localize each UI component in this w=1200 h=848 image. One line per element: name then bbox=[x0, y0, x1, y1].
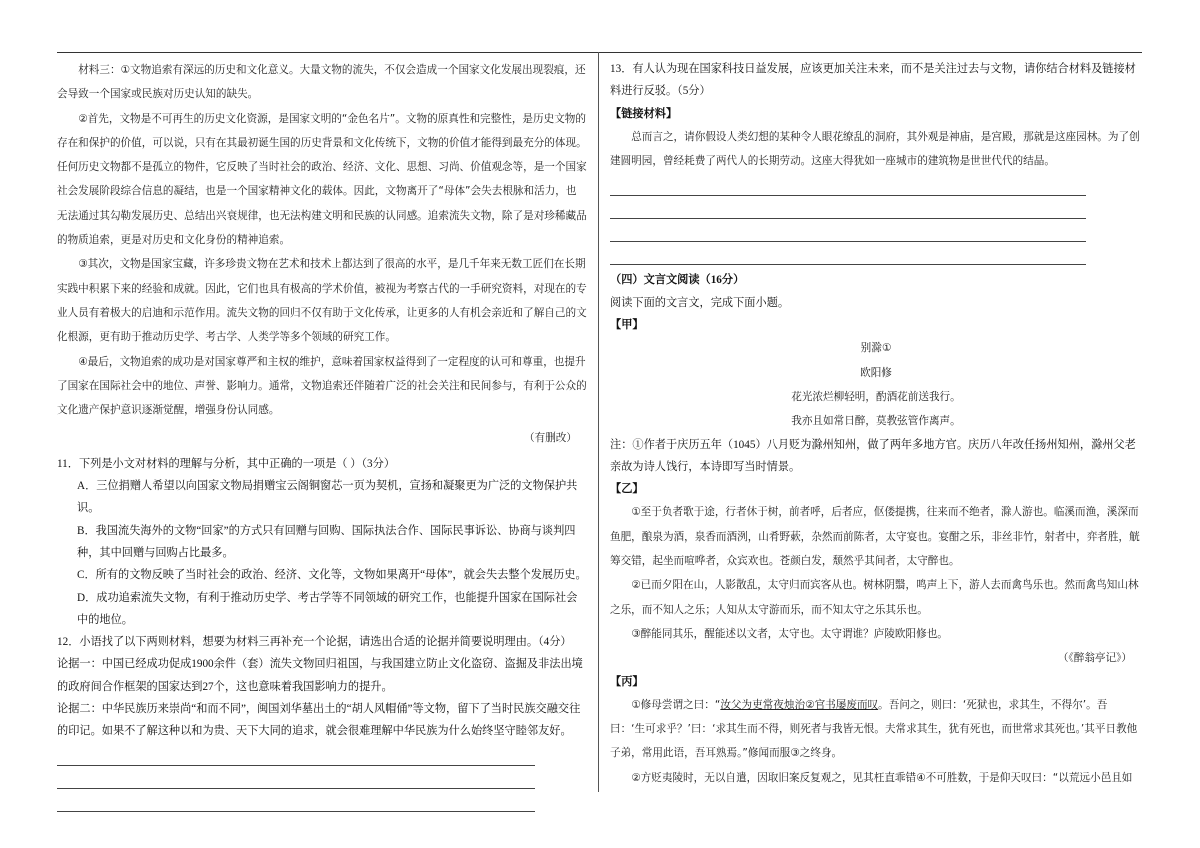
part-jia-label: 【甲】 bbox=[610, 319, 644, 332]
argument-one: 论据一：中国已经成功促成1900余件（套）流失文物回归祖国，与我国建立防止文化盗窃、盗掘及非法出境的政府间合作框架的国家达到27个，这也意味着我国影响力的提升。 bbox=[57, 658, 583, 693]
answer-line[interactable] bbox=[610, 242, 1086, 265]
poem-line: 花光浓烂柳轻明，酌酒花前送我行。 bbox=[791, 390, 961, 403]
right-column bbox=[610, 58, 1142, 790]
part-bing-label-block bbox=[610, 671, 1142, 693]
material-three bbox=[57, 58, 587, 451]
answer-line[interactable] bbox=[610, 173, 1086, 196]
left-column bbox=[57, 58, 587, 812]
option-b: B．我国流失海外的文物“回家”的方式只有回赠与回购、国际执法合作、国际民事诉讼、协商与谈判四种，其中回赠与回购占比最多。 bbox=[77, 524, 576, 559]
part-yi-label: 【乙】 bbox=[610, 483, 644, 496]
part-bing-text bbox=[610, 693, 1142, 790]
poem-line: 我亦且如常日醉，莫教弦管作离声。 bbox=[791, 415, 961, 428]
material-paragraph: 材料三：①文物追索有深远的历史和文化意义。大量文物的流失，不仅会造成一个国家文化发展出现裂痕，还会导致一个国家或民族对历史认知的缺失。 bbox=[57, 64, 586, 101]
question-12: 12．小语找了以下两则材料，想要为材料三再补充一个论据，请选出合适的论据并简要说明理由。（4分） bbox=[57, 636, 572, 649]
material-paragraph: ②首先，文物是不可再生的历史文化资源，是国家文明的“金色名片”。文物的原真性和完整性，是历史文物的存在和保护的价值，可以说，只有在其最初诞生国的历史背景和文化传统下，文物的价值才能得到最充分的体现。任何历史文物都不是孤立的物件，它反映了当时社会的政治、经济、文化、思想、习尚、价值观念等，是一个国家社会发展阶段综合信息的凝结，也是一个国家精神文化的载体。因此，文物离开了“母体”会失去根脉和活力，也无法通过其勾勒发展历史、总结出兴衰规律，也无法构建文明和民族的认同感。追索流失文物，除了是对珍稀藏品的物质追索，更是对历史和文化身份的精神追索。 bbox=[57, 112, 587, 247]
part-yi-text bbox=[610, 500, 1142, 670]
answer-line[interactable] bbox=[610, 196, 1086, 219]
link-material bbox=[610, 125, 1142, 174]
yi-paragraph: ①至于负者歌于途，行者休于树，前者呼，后者应，伛偻提携，往来而不绝者，滁人游也。临溪而渔，溪深而鱼肥，酿泉为酒，泉香而酒洌，山肴野蔌，杂然而前陈者，太守宴也。宴酣之乐，非丝非竹，射者中，弈者胜，觥筹交错，起坐而喧哗者，众宾欢也。苍颜白发，颓然乎其间者，太守醉也。 bbox=[610, 506, 1140, 568]
question-11: 11．下列是小文对材料的理解与分析，其中正确的一项是（ ）（3分） bbox=[57, 457, 396, 470]
link-material-text: 总而言之，请你假设人类幻想的某种令人眼花缭乱的洞府，其外观是神庙，是宫殿，那就是这座园林。为了创建圆明园，曾经耗费了两代人的长期劳动。这座大得犹如一座城市的建筑物是世世代代的结晶。 bbox=[610, 130, 1140, 168]
instruction: 阅读下面的文言文，完成下面小题。 bbox=[610, 296, 790, 309]
poem-note: 注：①作者于庆历五年（1045）八月贬为滁州知州，做了两年多地方官。庆历八年改任扬州知州，滁州父老亲故为诗人饯行，本诗即写当时情景。 bbox=[610, 438, 1136, 473]
option-a: A．三位捐赠人希望以向国家文物局捐赠宝云阁铜窗芯一页为契机，宣扬和凝聚更为广泛的文物保护共识。 bbox=[77, 480, 578, 515]
yi-source: （《醉翁亭记》） bbox=[1057, 652, 1132, 665]
answer-line[interactable] bbox=[610, 219, 1086, 242]
section-heading: （四）文言文阅读（16分） bbox=[610, 274, 745, 287]
link-material-title: 【链接材料】 bbox=[610, 107, 678, 120]
bing-paragraph bbox=[610, 693, 1142, 766]
question-13-block bbox=[610, 58, 1142, 125]
yi-paragraph: ③醉能同其乐，醒能述以文者，太守也。太守谓谁？庐陵欧阳修也。 bbox=[631, 627, 948, 640]
answer-line[interactable] bbox=[57, 743, 535, 766]
bing-paragraph: ②方贬夷陵时，无以自遣，因取旧案反复观之，见其枉直乖错④不可胜数，于是仰天叹曰：“以荒远小邑且如 bbox=[631, 771, 1133, 784]
question-13: 13．有人认为现在国家科技日益发展，应该更加关注未来，而不是关注过去与文物，请你结合材料及链接材料进行反驳。（5分） bbox=[610, 63, 1136, 98]
material-paragraph: ③其次，文物是国家宝藏，许多珍贵文物在艺术和技术上都达到了很高的水平，是几千年来无数工匠们在长期实践中积累下来的经验和成就。因此，它们也具有极高的学术价值，被视为考察古代的一手研究资料，对现在的专业人员有着极大的启迪和示范作用。流失文物的回归不仅有助于文化传承，让更多的人有机会亲近和了解自己的文化根源，更有助于推动历史学、考古学、人类学等多个领域的研究工作。 bbox=[57, 258, 587, 344]
yi-paragraph: ②已而夕阳在山，人影散乱，太守归而宾客从也。树林阴翳，鸣声上下，游人去而禽鸟乐也。然而禽鸟知山林之乐，而不知人之乐；人知从太守游而乐，而不知太守之乐其乐也。 bbox=[610, 579, 1139, 616]
answer-line[interactable] bbox=[57, 766, 535, 789]
section-four bbox=[610, 269, 1142, 336]
answer-line[interactable] bbox=[57, 789, 535, 812]
material-paragraph: ④最后，文物追索的成功是对国家尊严和主权的维护，意味着国家权益得到了一定程度的认可和尊重，也提升了国家在国际社会中的地位、声誉、影响力。通常，文物追索还伴随着广泛的社会关注和民间参与，有利于公众的文化遗产保护意识逐渐觉醒，增强身份认同感。 bbox=[57, 355, 587, 417]
source-note: （有删改） bbox=[524, 432, 577, 445]
argument-two: 论据二：中华民族历来崇尚“和而不同”，闽国刘华墓出土的“胡人风帽俑”等文物，留下了当时民族交融交往的印记。如果不了解这种以和为贵、天下大同的追求，就会很难理解中华民族为什么始终坚守睦邻友好。 bbox=[57, 703, 581, 738]
poem-note-block bbox=[610, 434, 1142, 501]
bing-text: ①修母尝谓之曰：“ bbox=[631, 698, 721, 711]
questions-left bbox=[57, 453, 587, 812]
poem-title: 别滁① bbox=[860, 342, 892, 355]
bing-text: 。吾问之，则曰：‘死狱也，求其生，不得尔’。吾曰：‘生可求乎？’曰：‘求其生而不得，则死者与我皆无恨。夫常求其生，犹有死也，而世常求其死也。’其平日教他子弟，常用此语，吾耳熟焉。”修闻而服③之终身。 bbox=[610, 698, 1138, 760]
top-rule bbox=[57, 52, 1142, 53]
column-divider bbox=[598, 52, 599, 792]
poem bbox=[610, 336, 1142, 433]
poem-author: 欧阳修 bbox=[860, 366, 892, 379]
option-d: D．成功追索流失文物，有利于推动历史学、考古学等不同领域的研究工作，也能提升国家在国际社会中的地位。 bbox=[77, 591, 578, 626]
answer-area-13 bbox=[610, 173, 1142, 265]
part-bing-label: 【丙】 bbox=[610, 675, 644, 688]
option-c: C．所有的文物反映了当时社会的政治、经济、文化等，文物如果离开“母体”，就会失去整个发展历史。 bbox=[77, 569, 587, 582]
underlined-sentence: 汝父为吏常夜烛治②官书屡废而叹 bbox=[720, 698, 879, 711]
